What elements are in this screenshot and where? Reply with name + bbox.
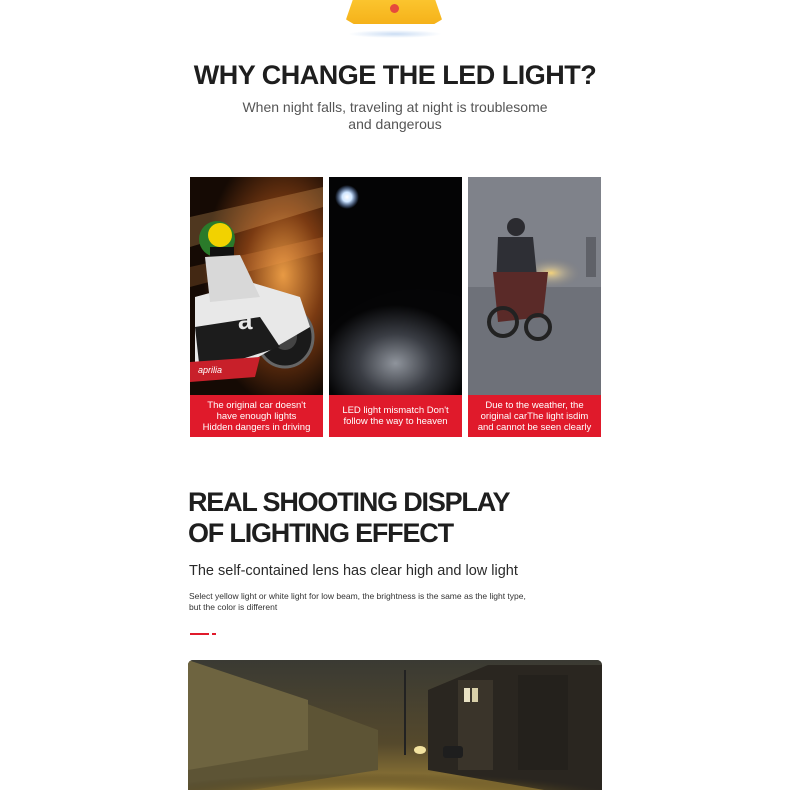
section-subtitle-lens: The self-contained lens has clear high and low light — [189, 563, 518, 579]
accent-divider — [190, 633, 209, 635]
night-street-photo — [188, 660, 602, 790]
card-caption: LED light mismatch Don't follow the way to heaven — [329, 395, 462, 437]
warning-icon — [340, 0, 450, 40]
dark-road-photo — [329, 177, 462, 395]
motorcycle-racer-photo — [190, 177, 323, 395]
card-caption: The original car doesn't have enough lights Hidden dangers in driving — [190, 395, 323, 437]
svg-text:a: a — [238, 305, 253, 335]
section-title-why-led: WHY CHANGE THE LED LIGHT? — [193, 60, 597, 90]
card-weather — [468, 177, 601, 437]
card-dim-lights — [190, 177, 323, 437]
accent-divider-dot — [212, 633, 216, 635]
card-mismatch — [329, 177, 462, 437]
card-caption: Due to the weather, the original carThe light isdim and cannot be seen clearly — [468, 395, 601, 437]
section-description: Select yellow light or white light for low beam, the brightness is the same as the light type, but the color is different — [189, 591, 526, 612]
foggy-rider-photo — [468, 177, 601, 395]
bike-logo: aprilia — [198, 365, 223, 375]
section-title-real-shooting: REAL SHOOTING DISPLAY OF LIGHTING EFFECT — [188, 487, 509, 548]
section-subtitle-night: When night falls, traveling at night is troublesome and dangerous — [242, 99, 548, 132]
